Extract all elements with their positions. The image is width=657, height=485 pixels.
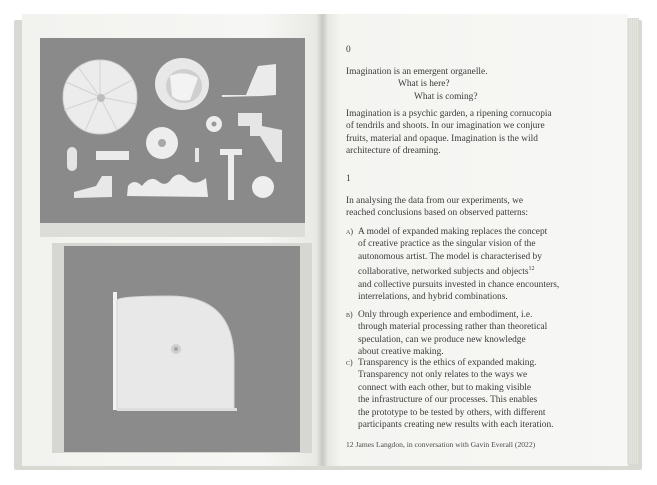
list-line: the prototype to be tested by others, with different [358, 407, 546, 418]
list-line: Transparency is the ethics of expanded making. [358, 358, 537, 368]
footnote-ref: 12 [528, 266, 535, 273]
section-number: 1 [346, 174, 351, 184]
stanza-line: What is here? [398, 79, 450, 90]
list-line: connect with each other, but to making visible [358, 382, 532, 393]
list-item-a [346, 226, 606, 304]
list-line: speculation, can we produce new knowledge [358, 334, 526, 345]
garden-paragraph [346, 108, 606, 158]
paragraph-line: of tendrils and shoots. In our imagination we conjure [346, 121, 545, 132]
list-item-b [346, 309, 606, 359]
paragraph-line: fruits, material and opaque. Imagination is the wild [346, 133, 538, 144]
stanza-line: What is coming? [414, 91, 478, 102]
section-zero [346, 44, 606, 56]
paragraph-line: Imagination is a psychic garden, a ripening cornucopia [346, 109, 552, 119]
list-line: the infrastructure of our processes. This enables [358, 395, 538, 406]
list-line: about creative making. [358, 347, 444, 358]
footnote-text: James Langdon, in conversation with Gavin Everall (2022) [355, 440, 536, 449]
list-line: interrelations, and hybrid combinations. [358, 292, 508, 303]
list-marker: b) [346, 310, 353, 319]
paragraph-line: In analysing the data from our experiments, we [346, 196, 524, 206]
section-one-intro [346, 195, 606, 220]
list-marker: a) [346, 227, 353, 236]
stanza-line: Imagination is an emergent organelle. [346, 67, 488, 77]
section-one [346, 173, 606, 185]
list-line: autonomous artist. The model is characterised by [358, 251, 542, 262]
paragraph-line: reached conclusions based on observed patterns: [346, 208, 528, 219]
footnote-number: 12 [346, 440, 354, 449]
list-marker: c) [346, 358, 353, 367]
list-line: of creative practice as the singular vision of the [358, 239, 536, 250]
list-line: A model of expanded making replaces the concept [358, 227, 548, 237]
imagination-stanza [346, 66, 606, 103]
list-line: through material processing rather than theoretical [358, 322, 548, 333]
list-line: Transparency not only relates to the ways we [358, 370, 528, 381]
paragraph-line: architecture of dreaming. [346, 146, 441, 157]
list-line: participants creating new results with each iteration. [358, 420, 554, 431]
section-number: 0 [346, 45, 351, 55]
list-line: and collective pursuits invested in chance encounters, [358, 279, 560, 290]
list-line: Only through experience and embodiment, i.e. [358, 310, 533, 320]
list-line: collaborative, networked subjects and objects [358, 267, 529, 278]
footnote [346, 440, 606, 449]
list-item-c [346, 357, 606, 431]
